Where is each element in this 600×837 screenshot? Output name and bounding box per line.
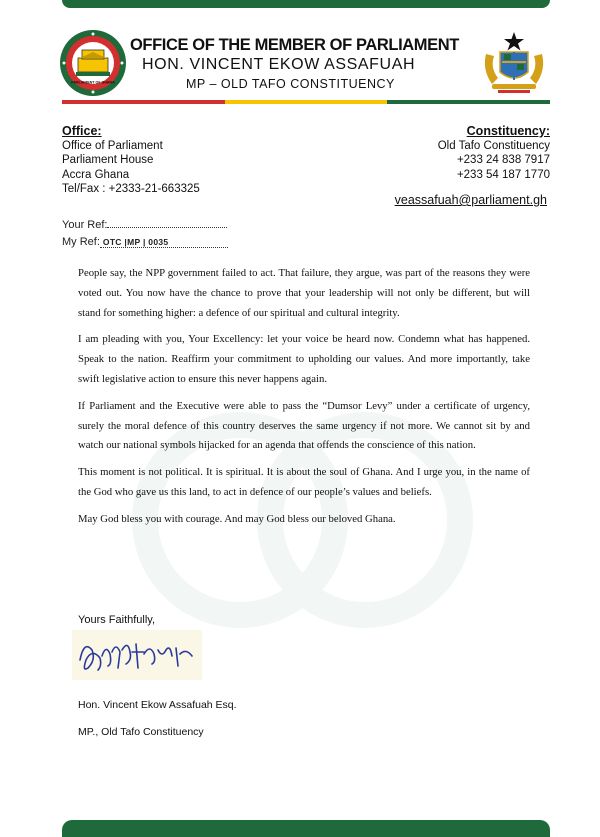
office-phone: Tel/Fax : +2333-21-663325 xyxy=(62,183,200,195)
constituency-address-block xyxy=(438,124,550,182)
coat-of-arms-icon xyxy=(478,30,550,94)
your-ref xyxy=(62,216,227,231)
body-paragraph: People say, the NPP government failed to act. That failure, they argue, was part of the reasons they were voted out. You now have the chance to prove that your leadership will not only be different, but will stand for something higher: a defence of our spiritual and cultural integrity. xyxy=(78,267,530,319)
email-link[interactable]: veassafuah@parliament.gh xyxy=(394,193,547,207)
constituency-label: Constituency: xyxy=(466,124,550,138)
office-line: Parliament House xyxy=(62,154,154,166)
body-paragraph: This moment is not political. It is spiritual. It is about the soul of Ghana. And I urge you, in the name of the God who gave us this land, to act in defence of our people’s values and beliefs. xyxy=(78,466,530,498)
constituency-phone: +233 54 187 1770 xyxy=(456,168,550,181)
signatory-name: Hon. Vincent Ekow Assafuah Esq. xyxy=(78,699,237,711)
office-line: Office of Parliament xyxy=(62,139,163,152)
body-paragraph: May God bless you with courage. And may God bless our beloved Ghana. xyxy=(78,512,396,525)
my-ref xyxy=(62,236,228,248)
your-ref-blank xyxy=(107,216,227,228)
letterhead-constituency: MP – OLD TAFO CONSTITUENCY xyxy=(186,77,395,91)
top-green-band xyxy=(62,0,550,8)
letterhead-name: HON. VINCENT EKOW ASSAFUAH xyxy=(142,56,416,73)
your-ref-label: Your Ref: xyxy=(62,219,108,231)
body-paragraph: If Parliament and the Executive were able to pass the “Dumsor Levy” under a certificate of urgency, surely the moral defence of this country deserves the same urgency if not more. We cannot sit by and watch our national symbols hijacked for an agenda that offends the conscience of this nation. xyxy=(78,399,530,452)
constituency-phone: +233 24 838 7917 xyxy=(456,154,550,166)
closing-salutation: Yours Faithfully, xyxy=(78,614,156,626)
office-line: Accra Ghana xyxy=(62,168,130,181)
my-ref-value: OTC |MP | 0035 xyxy=(100,237,228,248)
office-label: Office: xyxy=(62,124,102,138)
svg-text:PARLIAMENT OF GHANA: PARLIAMENT OF GHANA xyxy=(71,80,115,85)
office-address-block xyxy=(62,124,200,197)
signatory-title: MP., Old Tafo Constituency xyxy=(78,726,204,738)
letter-body xyxy=(78,264,530,537)
bottom-green-band xyxy=(62,820,550,837)
signature-image xyxy=(72,630,202,680)
parliament-logo-icon xyxy=(58,28,128,98)
tricolor-divider xyxy=(62,100,550,104)
body-paragraph: I am pleading with you, Your Excellency: let your voice be heard now. Condemn what has happened. Speak to the nation. Reaffirm your commitment to upholding our values. And more importantly, take swift legislative action to ensure this never happens again. xyxy=(78,333,530,385)
letterhead-title: OFFICE OF THE MEMBER OF PARLIAMENT xyxy=(130,36,459,54)
my-ref-label: My Ref: xyxy=(62,236,100,248)
constituency-line: Old Tafo Constituency xyxy=(437,139,550,152)
